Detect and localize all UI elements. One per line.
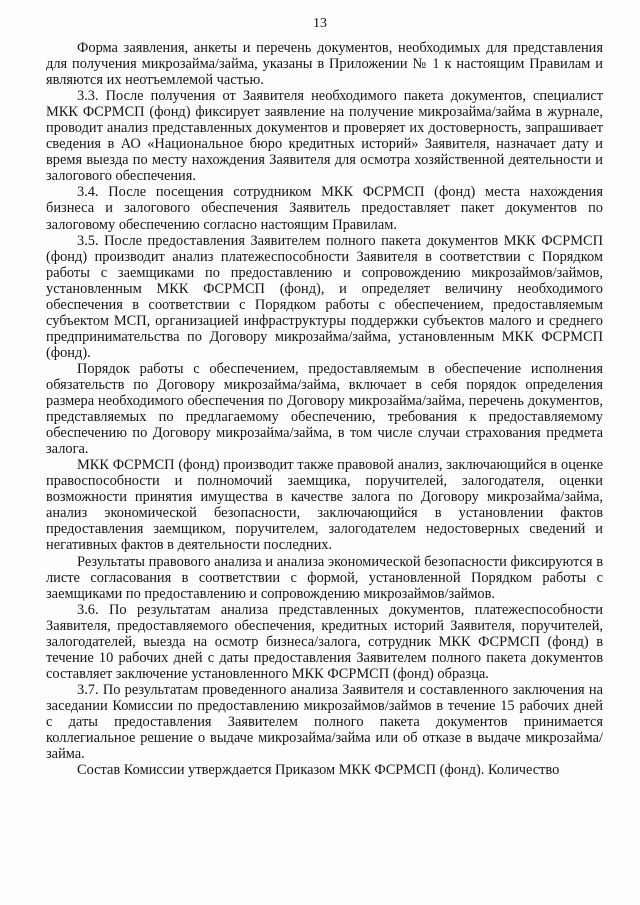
paragraph: МКК ФСРМСП (фонд) производит также правовой анализ, заключающийся в оценке правоспособности и полномочий заемщика, поручителей, залогодателя, оценки возможности принятия имущества в качестве залога по Договору микрозайма/займа, анализ экономической безопасности, заключающийся в установлении фактов предоставления заемщиком, поручителем, залогодателем недостоверных сведений и негативных фактов в деятельности последних. <box>46 457 603 554</box>
paragraph: Состав Комиссии утверждается Приказом МКК ФСРМСП (фонд). Количество <box>77 762 560 779</box>
document-body <box>46 40 603 778</box>
paragraph: 3.7. По результатам проведенного анализа Заявителя и составленного заключения на заседании Комиссии по предоставлению микрозаймов/займов в течение 15 рабочих дней с даты предоставления Заявителем полного пакета документов принимается коллегиальное решение о выдаче микрозайма/займа или об отказе в выдаче микрозайма/займа. <box>46 681 603 763</box>
paragraph: 3.4. После посещения сотрудником МКК ФСРМСП (фонд) места нахождения бизнеса и залогового обеспечения Заявитель предоставляет пакет документов по залоговому обеспечению согласно настоящим Правилам. <box>46 184 603 233</box>
paragraph: Форма заявления, анкеты и перечень документов, необходимых для представления для получения микрозайма/займа, указаны в Приложении № 1 к настоящим Правилам и являются их неотъемлемой частью. <box>46 40 603 89</box>
paragraph: 3.3. После получения от Заявителя необходимого пакета документов, специалист МКК ФСРМСП (фонд) фиксирует заявление на получение микрозайма/займа в журнале, проводит анализ представленных документов и проверяет их достоверность, запрашивает сведения в АО «Национальное бюро кредитных историй» Заявителя, назначает дату и время выезда по месту нахождения Заявителя для осмотра хозяйственной деятельности и залогового обеспечения. <box>46 88 603 185</box>
paragraph: 3.6. По результатам анализа представленных документов, платежеспособности Заявителя, предоставляемого обеспечения, кредитных историй Заявителя, поручителей, залогодателей, выезда на осмотр бизнеса/залога, сотрудник МКК ФСРМСП (фонд) в течение 10 рабочих дней с даты предоставления Заявителем полного пакета документов составляет заключение установленного МКК ФСРМСП (фонд) образца. <box>46 601 603 682</box>
page-number: 13 <box>313 16 327 31</box>
paragraph: 3.5. После предоставления Заявителем полного пакета документов МКК ФСРМСП (фонд) производит анализ платежеспособности Заявителя в соответствии с Порядком работы с заемщиками по предоставлению и сопровождению микрозаймов/займов, установленным МКК ФСРМСП (фонд), и определяет величину необходимого обеспечения в соответствии с Порядком работы с обеспечением, предоставляемым субъектом МСП, организацией инфраструктуры поддержки субъектов малого и среднего предпринимательства по Договору микрозайма/займа, установленным МКК ФСРМСП (фонд). <box>46 232 603 361</box>
paragraph: Порядок работы с обеспечением, предоставляемым в обеспечение исполнения обязательств по Договору микрозайма/займа, включает в себя порядок определения размера необходимого обеспечения по Договору микрозайма/займа, перечень документов, представляемых по предлагаемому обеспечению, требования к предоставляемому обеспечению по Договору микрозайма/займа, в том числе случаи страхования предмета залога. <box>46 360 603 458</box>
paragraph: Результаты правового анализа и анализа экономической безопасности фиксируются в листе согласования в соответствии с формой, установленной Порядком работы с заемщиками по предоставлению и сопровождению микрозаймов/займов. <box>46 553 603 602</box>
